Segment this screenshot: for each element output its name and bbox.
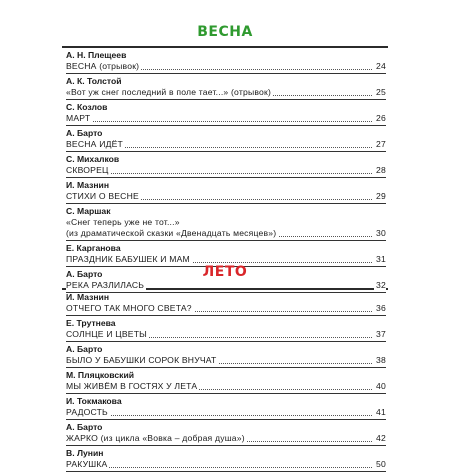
toc-entry[interactable] [66, 448, 386, 472]
entry-title: СКВОРЕЦ [66, 165, 109, 175]
entry-page-number: 27 [376, 139, 386, 149]
entry-title-line [66, 459, 386, 470]
entry-title: ВЕСНА ИДЁТ [66, 139, 123, 149]
entry-author: А. К. Толстой [66, 76, 122, 86]
entry-author: А. Барто [66, 422, 103, 432]
entry-title-line [66, 217, 386, 228]
entry-title-line [66, 329, 386, 340]
entry-title: РАКУШКА [66, 459, 108, 469]
entry-author: И. Мазнин [66, 180, 110, 190]
entry-title: РЕКА РАЗЛИЛАСЬ [66, 280, 145, 290]
entry-page-number: 28 [376, 165, 386, 175]
entry-title-line [66, 228, 386, 239]
entry-page-number: 26 [376, 113, 386, 123]
entry-page-number: 32 [376, 280, 386, 290]
entry-title: МАРТ [66, 113, 91, 123]
toc-entry[interactable] [66, 50, 386, 74]
entry-title: «Вот уж снег последний в поле тает...» (отрывок) [66, 87, 272, 97]
entry-author: А. Барто [66, 128, 103, 138]
entry-title: ВЕСНА (отрывок) [66, 61, 140, 71]
toc-entry[interactable] [66, 344, 386, 368]
entry-title-line [66, 139, 386, 150]
entry-title-line [66, 61, 386, 72]
entry-page-number: 36 [376, 303, 386, 313]
entry-page-number: 24 [376, 61, 386, 71]
entry-title: ПРАЗДНИК БАБУШЕК И МАМ [66, 254, 190, 264]
entry-title: СТИХИ О ВЕСНЕ [66, 191, 139, 201]
entry-title-line [66, 303, 386, 314]
entry-title: «Снег теперь уже не тот...» [66, 217, 180, 227]
entry-page-number: 40 [376, 381, 386, 391]
entry-page-number: 50 [376, 459, 386, 469]
entry-title: ОТЧЕГО ТАК МНОГО СВЕТА? [66, 303, 192, 313]
toc-entry[interactable] [66, 76, 386, 100]
entry-title-line [66, 87, 386, 98]
toc-entry[interactable] [66, 102, 386, 126]
entry-page-number: 37 [376, 329, 386, 339]
entry-author: Е. Трутнева [66, 318, 116, 328]
entry-author: Е. Карганова [66, 243, 121, 253]
section-divider-spring [62, 46, 388, 48]
toc-entry[interactable] [66, 422, 386, 446]
entry-page-number: 25 [376, 87, 386, 97]
entry-author: А. Барто [66, 269, 103, 279]
toc-entry[interactable] [66, 370, 386, 394]
entry-author: И. Мазнин [66, 292, 110, 302]
entry-author: А. Барто [66, 344, 103, 354]
entry-title-line [66, 355, 386, 366]
entry-title-line [66, 191, 386, 202]
entry-author: А. Н. Плещеев [66, 50, 127, 60]
entry-author: С. Михалков [66, 154, 120, 164]
dotted-leader [66, 415, 372, 416]
entry-title: МЫ ЖИВЁМ В ГОСТЯХ У ЛЕТА [66, 381, 198, 391]
toc-entry[interactable] [66, 396, 386, 420]
entry-page-number: 30 [376, 228, 386, 238]
entry-page-number: 29 [376, 191, 386, 201]
entry-title-line [66, 407, 386, 418]
section-title-spring: ВЕСНА [197, 24, 253, 40]
toc-entry[interactable] [66, 206, 386, 241]
entry-author: М. Пляцковский [66, 370, 135, 380]
dotted-leader [66, 121, 372, 122]
entry-title-line [66, 381, 386, 392]
spring-entries-list [66, 50, 386, 295]
entry-author: В. Лунин [66, 448, 104, 458]
entry-author: И. Токмакова [66, 396, 122, 406]
toc-entry[interactable] [66, 154, 386, 178]
entry-page-number: 38 [376, 355, 386, 365]
toc-entry[interactable] [66, 180, 386, 204]
entry-title: (из драматической сказки «Двенадцать месяцев») [66, 228, 277, 238]
entry-title: ЖАРКО (из цикла «Вовка – добрая душа») [66, 433, 245, 443]
entry-title: БЫЛО У БАБУШКИ СОРОК ВНУЧАТ [66, 355, 217, 365]
entry-title: РАДОСТЬ [66, 407, 108, 417]
toc-entry[interactable] [66, 128, 386, 152]
entry-page-number: 31 [376, 254, 386, 264]
entry-author: С. Козлов [66, 102, 108, 112]
entry-author: С. Маршак [66, 206, 111, 216]
dotted-leader [66, 173, 372, 174]
section-title-summer: ЛЕТО [202, 264, 248, 280]
entry-page-number: 41 [376, 407, 386, 417]
entry-title: СОЛНЦЕ И ЦВЕТЫ [66, 329, 147, 339]
entry-title-line [66, 113, 386, 124]
dotted-leader [66, 467, 372, 468]
toc-entry[interactable] [66, 292, 386, 316]
toc-entry[interactable] [66, 318, 386, 342]
entry-page-number: 42 [376, 433, 386, 443]
entry-title-line [66, 165, 386, 176]
entry-title-line [66, 433, 386, 444]
summer-entries-list [66, 292, 386, 474]
